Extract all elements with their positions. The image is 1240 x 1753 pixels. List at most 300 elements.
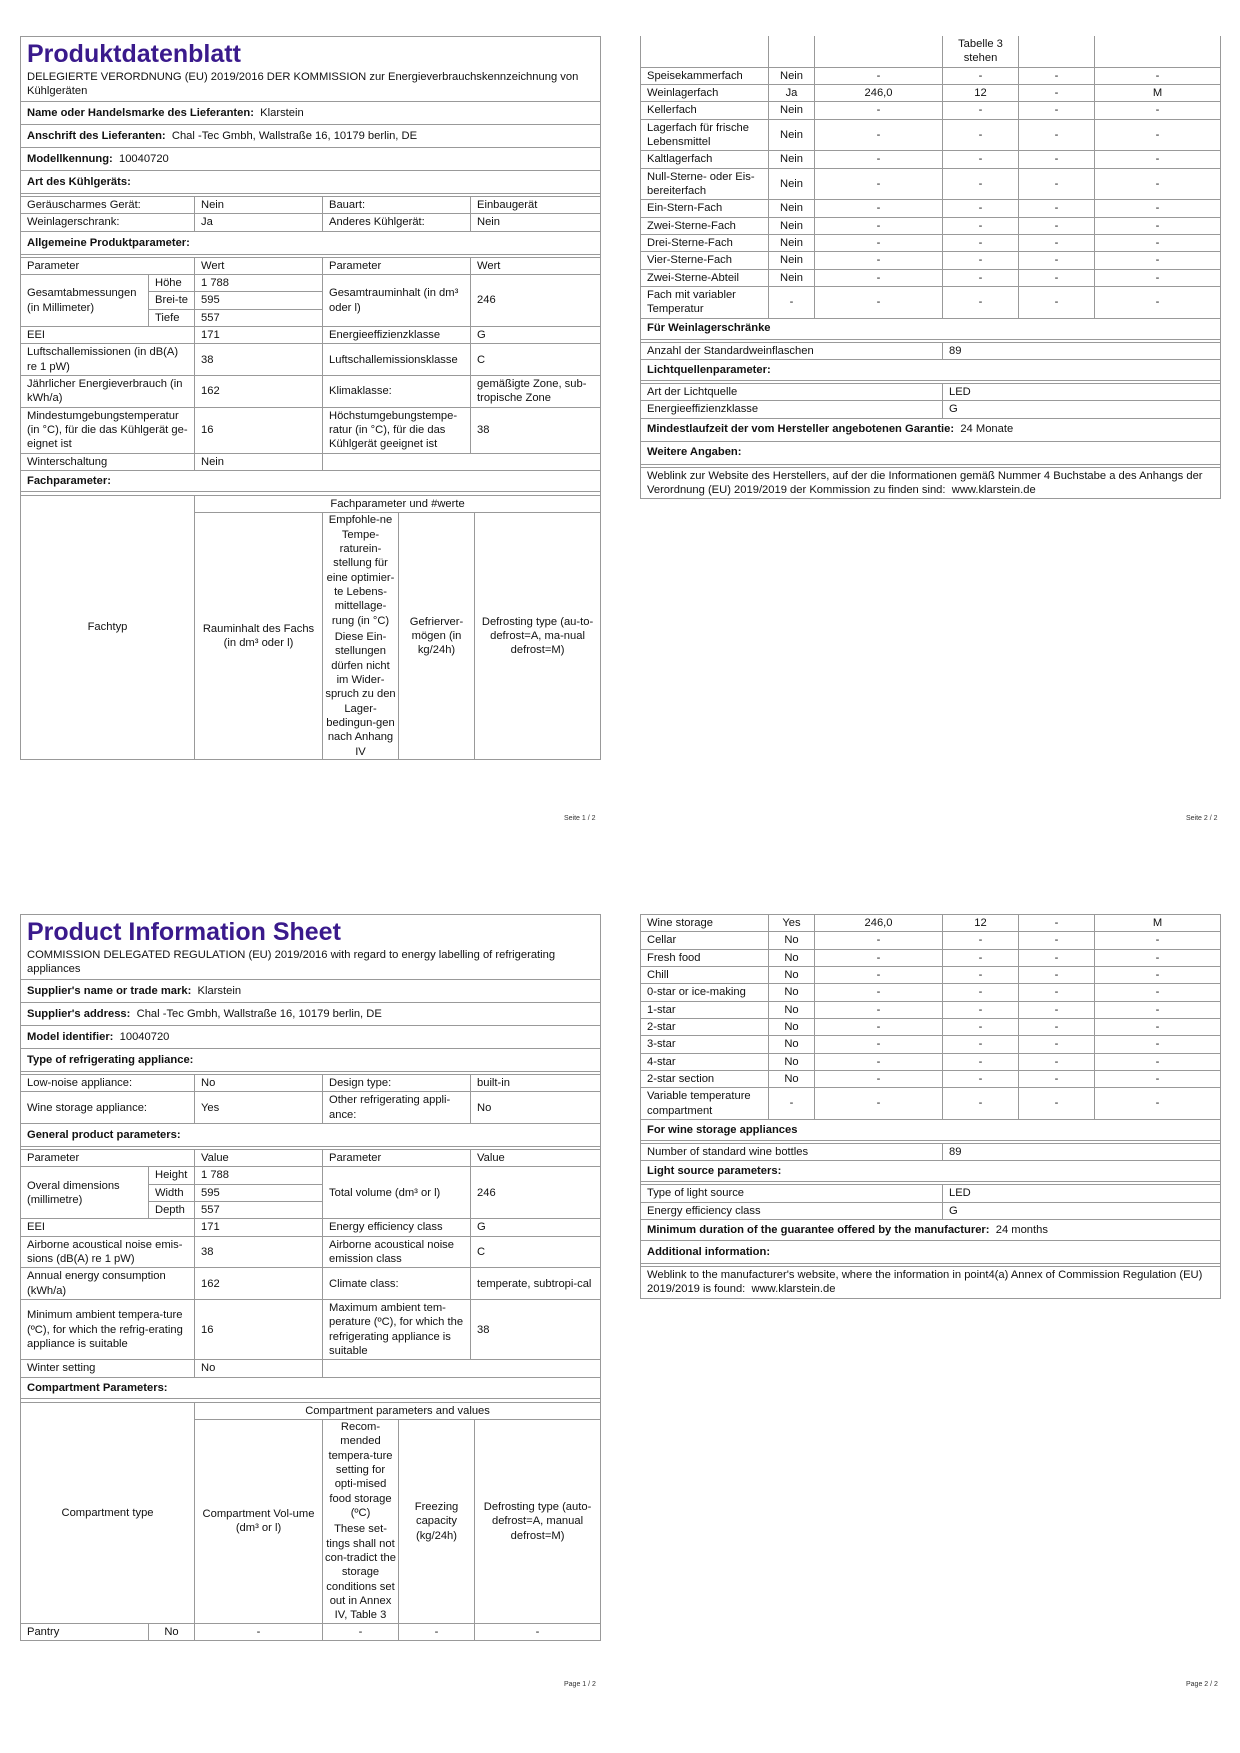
wine-value: Yes [195,1092,323,1124]
row-volume: - [815,234,943,251]
col-temp-a: Recom-mended tempera-ture setting for opti-mised food storage (ºC) [328,1421,393,1520]
model-id: 10040720 [119,1030,170,1043]
table-row [641,84,1221,101]
energy-label: Annual energy consumption (kWh/a) [21,1268,195,1300]
other-value: Nein [471,214,601,231]
row-present: No [769,1036,815,1053]
low-noise-value: Nein [195,197,323,214]
row-temp: - [943,949,1019,966]
row-type: Kaltlagerfach [641,151,769,168]
light-eec-value: G [943,401,1221,418]
bottles-label: Number of standard wine bottles [641,1143,943,1160]
row-type: Zwei-Sterne-Abteil [641,269,769,286]
row-volume: - [815,932,943,949]
row-temp: - [943,984,1019,1001]
min-temp-value: 16 [195,407,323,453]
model-label: Modellkennung: [27,152,113,165]
row-defrost: - [1095,151,1221,168]
row-freeze: - [1019,200,1095,217]
row-freeze: - [1019,1088,1095,1120]
row-freeze: - [1019,217,1095,234]
min-temp-label: Minimum ambient tempera-ture (ºC), for which the refrig-erating appliance is suitable [21,1300,195,1360]
row-defrost: - [1095,200,1221,217]
supplier-address: Chal -Tec Gmbh, Wallstraße 16, 10179 berlin, DE [136,1007,382,1020]
row-type: Lagerfach für frische Lebensmittel [641,119,769,151]
row-defrost: - [1095,1053,1221,1070]
row-type: Cellar [641,932,769,949]
supplier-address: Chal -Tec Gmbh, Wallstraße 16, 10179 berlin, DE [171,129,418,142]
low-noise-value: No [195,1075,323,1092]
eec-value: G [471,327,601,344]
row-volume: - [815,1070,943,1087]
row-temp: - [943,252,1019,269]
total-volume-label: Gesamtrauminhalt (in dm³ oder l) [323,275,471,327]
col-defrost: Defrosting type (auto-defrost=A, manual defrost=M) [475,1420,601,1624]
row-volume: - [815,1036,943,1053]
value-header: Value [195,1150,323,1167]
guarantee-label: Mindestlaufzeit der vom Hersteller angebotenen Garantie: [647,423,955,436]
row-defrost: - [1095,102,1221,119]
row-type: Fresh food [641,949,769,966]
table-row [641,168,1221,200]
table-row [641,932,1221,949]
row-temp: - [323,1623,399,1640]
row-type: 1-star [641,1001,769,1018]
col-type: Compartment type [21,1402,195,1623]
row-defrost: M [1095,915,1221,932]
row-freeze: - [1019,151,1095,168]
min-temp-label: Mindestumgebungstemperatur (in °C), für die das Kühlgerät ge-eignet ist [21,407,195,453]
total-volume-value: 246 [471,1167,601,1219]
sheet-header-table [20,914,601,1399]
row-type: Vier-Sterne-Fach [641,252,769,269]
row-freeze: - [1019,1001,1095,1018]
low-noise-label: Low-noise appliance: [21,1075,195,1092]
guarantee-label: Minimum duration of the guarantee offered by the manufacturer: [647,1223,990,1236]
energy-value: 162 [195,376,323,408]
row-temp: - [943,234,1019,251]
row-defrost: - [1095,119,1221,151]
row-freeze: - [1019,984,1095,1001]
row-temp: - [943,1053,1019,1070]
row-freeze: - [1019,252,1095,269]
row-freeze: - [1019,932,1095,949]
wine-heading: For wine storage appliances [647,1123,798,1136]
row-defrost: M [1095,84,1221,101]
row-volume: 246,0 [815,84,943,101]
row-defrost: - [1095,234,1221,251]
table-row [641,67,1221,84]
row-type: Variable temperature compartment [641,1088,769,1120]
row-type: Speisekammerfach [641,67,769,84]
noise-label: Airborne acoustical noise emis-sions (dB(A) re 1 pW) [21,1236,195,1268]
climate-label: Klimaklasse: [323,376,471,408]
row-volume: - [815,168,943,200]
row-volume: - [815,1001,943,1018]
row-present: Nein [769,252,815,269]
other-value: No [471,1092,601,1124]
eei-value: 171 [195,1219,323,1236]
row-temp: - [943,200,1019,217]
design-label: Design type: [323,1075,471,1092]
bottles-label: Anzahl der Standardweinflaschen [641,342,943,359]
supplier-address-label: Anschrift des Lieferanten: [27,129,166,142]
design-value: Einbaugerät [471,197,601,214]
sheet-de-page-2 [640,36,1220,499]
sheet-de-page-1 [20,36,600,760]
row-temp: - [943,217,1019,234]
row-volume: - [195,1623,323,1640]
noise-label: Luftschallemissionen (in dB(A) re 1 pW) [21,344,195,376]
max-temp-label: Maximum ambient tem-perature (ºC), for which the refrigerating appliance is suitable [323,1300,471,1360]
row-present: Nein [769,200,815,217]
energy-label: Jährlicher Energieverbrauch (in kWh/a) [21,376,195,408]
low-noise-label: Geräuscharmes Gerät: [21,197,195,214]
col-volume: Rauminhalt des Fachs (in dm³ oder l) [195,513,323,760]
row-present: Nein [769,67,815,84]
height-value: 1 788 [195,275,323,292]
row-defrost: - [1095,932,1221,949]
table-row [641,1070,1221,1087]
row-present: Nein [769,151,815,168]
row-present: Nein [769,102,815,119]
supplier-name: Klarstein [260,106,304,119]
row-volume: - [815,949,943,966]
design-value: built-in [471,1075,601,1092]
row-type: Kellerfach [641,102,769,119]
row-type: Ein-Stern-Fach [641,200,769,217]
row-present: No [769,966,815,983]
noise-class-label: Airborne acoustical noise emission class [323,1236,471,1268]
table-row [641,269,1221,286]
bottles-value: 89 [943,1143,1221,1160]
row-type: 2-star section [641,1070,769,1087]
wine-label: Weinlagerschrank: [21,214,195,231]
comp-group-header: Compartment parameters and values [195,1402,601,1419]
table-row [641,1088,1221,1120]
table-row [21,1623,601,1640]
max-temp-value: 38 [471,1300,601,1360]
row-defrost: - [1095,1018,1221,1035]
additional-text: Weblink zur Website des Herstellers, auf der die Informationen gemäß Nummer 4 Buchstabe a des Anhangs der Verordnung (EU) 2019/2019 der Kommission zu finden sind: [647,469,1203,496]
noise-value: 38 [195,344,323,376]
guarantee-value: 24 Monate [960,423,1014,436]
compartment-rows-table [640,914,1221,1299]
row-volume: - [815,1018,943,1035]
row-freeze: - [1019,966,1095,983]
row-temp: - [943,168,1019,200]
dims-label: Gesamtabmessungen (in Millimeter) [21,275,149,327]
general-heading: General product parameters: [27,1128,181,1141]
row-volume: - [815,286,943,318]
wine-label: Wine storage appliance: [21,1092,195,1124]
cont-header: Tabelle 3 stehen [943,36,1019,67]
winter-label: Winterschaltung [21,453,195,470]
noise-class-value: C [471,1236,601,1268]
comp-group-header: Fachparameter und #werte [195,496,601,513]
row-volume: - [815,217,943,234]
row-freeze: - [399,1623,475,1640]
max-temp-label: Höchstumgebungstempe-ratur (in °C), für die das Kühlgerät geeignet ist [323,407,471,453]
row-defrost: - [1095,67,1221,84]
row-defrost: - [1095,984,1221,1001]
eei-label: EEI [21,327,195,344]
winter-label: Winter setting [21,1360,195,1377]
bottles-value: 89 [943,342,1221,359]
row-volume: - [815,1088,943,1120]
sheet-en-page-2 [640,914,1220,1299]
row-freeze: - [1019,168,1095,200]
row-freeze: - [1019,915,1095,932]
row-temp: - [943,1088,1019,1120]
row-freeze: - [1019,1070,1095,1087]
row-type: Pantry [21,1623,149,1640]
table-row [641,1001,1221,1018]
row-defrost: - [1095,1001,1221,1018]
value-header-2: Value [471,1150,601,1167]
row-freeze: - [1019,234,1095,251]
website-link[interactable]: www.klarstein.de [951,483,1036,496]
eec-label: Energy efficiency class [323,1219,471,1236]
row-present: Nein [769,168,815,200]
height-label: Height [149,1167,195,1184]
comp-heading: Fachparameter: [27,474,111,487]
row-defrost: - [1095,966,1221,983]
row-volume: - [815,966,943,983]
page-subtitle: DELEGIERTE VERORDNUNG (EU) 2019/2016 DER KOMMISSION zur Energieverbrauchskennzeichnung von Kühlgeräten [27,70,579,97]
row-type: 3-star [641,1036,769,1053]
guarantee-value: 24 months [995,1223,1048,1236]
light-type-value: LED [943,1185,1221,1202]
row-temp: - [943,119,1019,151]
depth-value: 557 [195,309,323,326]
compartment-rows-table [640,36,1221,499]
row-defrost: - [1095,252,1221,269]
row-defrost: - [1095,168,1221,200]
winter-value: No [195,1360,323,1377]
compartment-rows [641,915,1221,1120]
climate-label: Climate class: [323,1268,471,1300]
row-type: Drei-Sterne-Fach [641,234,769,251]
supplier-name: Klarstein [197,984,242,997]
min-temp-value: 16 [195,1300,323,1360]
col-temp-a: Empfohle-ne Tempe-raturein-stellung für eine optimier-te Lebens-mittellage-rung (in °C) [326,514,395,627]
col-freeze: Gefrierver-mögen (in kg/24h) [399,513,475,760]
width-label: Brei-te [149,292,195,309]
total-volume-label: Total volume (dm³ or l) [323,1167,471,1219]
row-temp: - [943,102,1019,119]
width-value: 595 [195,292,323,309]
row-defrost: - [1095,286,1221,318]
light-type-label: Type of light source [641,1185,943,1202]
col-temp-b: Diese Ein-stellungen dürfen nicht im Wider-spruch zu den Lager-bedingun-gen nach Anhang IV [325,631,396,758]
row-defrost: - [1095,217,1221,234]
table-row [641,949,1221,966]
param-header: Parameter [21,257,195,274]
light-heading: Light source parameters: [647,1165,782,1178]
row-defrost: - [1095,1036,1221,1053]
light-type-label: Art der Lichtquelle [641,383,943,400]
light-eec-label: Energieeffizienzklasse [641,401,943,418]
website-link[interactable]: www.klarstein.de [751,1283,836,1296]
row-type: Chill [641,966,769,983]
row-type: Weinlagerfach [641,84,769,101]
row-present: Nein [769,119,815,151]
row-type: 0-star or ice-making [641,984,769,1001]
eec-label: Energieeffizienzklasse [323,327,471,344]
row-present: Nein [769,234,815,251]
row-freeze: - [1019,269,1095,286]
table-row [641,151,1221,168]
row-freeze: - [1019,949,1095,966]
row-type: 2-star [641,1018,769,1035]
comp-heading: Compartment Parameters: [27,1381,168,1394]
compartment-header-table [20,1399,601,1641]
page-number: Page 2 / 2 [1186,1681,1218,1688]
row-volume: - [815,151,943,168]
row-temp: - [943,151,1019,168]
row-type: Zwei-Sterne-Fach [641,217,769,234]
row-temp: - [943,1070,1019,1087]
row-present: No [769,1001,815,1018]
type-heading: Type of refrigerating appliance: [27,1053,194,1066]
table-row [641,1036,1221,1053]
model-label: Model identifier: [27,1030,114,1043]
row-present: Nein [769,269,815,286]
row-defrost: - [1095,1070,1221,1087]
row-volume: - [815,269,943,286]
row-freeze: - [1019,1036,1095,1053]
col-defrost: Defrosting type (au-to-defrost=A, ma-nual defrost=M) [475,513,601,760]
col-volume: Compartment Vol-ume (dm³ or l) [195,1420,323,1624]
other-label: Other refrigerating appli-ance: [323,1092,471,1124]
max-temp-value: 38 [471,407,601,453]
page-number: Page 1 / 2 [564,1681,596,1688]
row-present: No [149,1623,195,1640]
row-defrost: - [1095,1088,1221,1120]
light-heading: Lichtquellenparameter: [647,363,771,376]
row-temp: - [943,1018,1019,1035]
compartment-header-table [20,492,601,760]
width-label: Width [149,1184,195,1201]
dims-label: Overal dimensions (millimetre) [21,1167,149,1219]
height-label: Höhe [149,275,195,292]
page-number: Seite 1 / 2 [564,815,596,822]
page-number: Seite 2 / 2 [1186,815,1218,822]
page-subtitle: COMMISSION DELEGATED REGULATION (EU) 2019/2016 with regard to energy labelling of refrigerating appliances [27,948,556,975]
row-temp: - [943,1001,1019,1018]
total-volume-value: 246 [471,275,601,327]
supplier-name-label: Name oder Handelsmarke des Lieferanten: [27,106,254,119]
row-present: - [769,286,815,318]
wine-value: Ja [195,214,323,231]
row-defrost: - [1095,269,1221,286]
row-freeze: - [1019,102,1095,119]
row-volume: - [815,252,943,269]
row-type: Fach mit variabler Temperatur [641,286,769,318]
row-present: - [769,1088,815,1120]
row-type: Wine storage [641,915,769,932]
row-present: No [769,949,815,966]
row-freeze: - [1019,119,1095,151]
row-temp: - [943,269,1019,286]
row-volume: - [815,984,943,1001]
value-header: Wert [195,257,323,274]
table-row [641,200,1221,217]
table-row [641,286,1221,318]
row-temp: - [943,932,1019,949]
supplier-name-label: Supplier's name or trade mark: [27,984,192,997]
row-volume: - [815,102,943,119]
height-value: 1 788 [195,1167,323,1184]
row-present: No [769,1070,815,1087]
other-label: Anderes Kühlgerät: [323,214,471,231]
width-value: 595 [195,1184,323,1201]
table-row [641,102,1221,119]
page-title: Produktdatenblatt [27,40,241,68]
table-row [641,234,1221,251]
row-volume: - [815,119,943,151]
additional-heading: Additional information: [647,1245,771,1258]
row-present: Yes [769,915,815,932]
param-header-2: Parameter [323,257,471,274]
table-row [641,119,1221,151]
row-present: Nein [769,217,815,234]
design-label: Bauart: [323,197,471,214]
table-row [641,1053,1221,1070]
noise-class-value: C [471,344,601,376]
row-present: No [769,1053,815,1070]
climate-value: gemäßigte Zone, sub-tropische Zone [471,376,601,408]
light-eec-label: Energy efficiency class [641,1202,943,1219]
model-id: 10040720 [118,152,169,165]
row-present: No [769,932,815,949]
row-defrost: - [475,1623,601,1640]
row-volume: 246,0 [815,915,943,932]
row-freeze: - [1019,1018,1095,1035]
row-type: Null-Sterne- oder Eis-bereiterfach [641,168,769,200]
eei-label: EEI [21,1219,195,1236]
table-row [641,217,1221,234]
row-freeze: - [1019,67,1095,84]
row-present: No [769,984,815,1001]
sheet-header-table [20,36,601,492]
winter-value: Nein [195,453,323,470]
additional-text: Weblink to the manufacturer's website, where the information in point4(a) Annex of Commission Regulation (EU) 2019/2019 is found: [647,1268,1203,1296]
row-volume: - [815,200,943,217]
table-row [641,984,1221,1001]
col-temp-b: These set-tings shall not con-tradict the storage conditions set out in Annex IV, Table 3 [325,1523,396,1622]
col-freeze: Freezing capacity (kg/24h) [399,1420,475,1624]
row-temp: - [943,67,1019,84]
depth-value: 557 [195,1202,323,1219]
row-temp: - [943,1036,1019,1053]
row-freeze: - [1019,1053,1095,1070]
wine-heading: Für Weinlagerschränke [647,322,771,335]
row-freeze: - [1019,286,1095,318]
row-volume: - [815,67,943,84]
noise-class-label: Luftschallemissionsklasse [323,344,471,376]
page-title: Product Information Sheet [27,918,341,946]
supplier-address-label: Supplier's address: [27,1007,131,1020]
light-eec-value: G [943,1202,1221,1219]
depth-label: Tiefe [149,309,195,326]
row-temp: 12 [943,84,1019,101]
eec-value: G [471,1219,601,1236]
param-header: Parameter [21,1150,195,1167]
energy-value: 162 [195,1268,323,1300]
col-type: Fachtyp [21,496,195,760]
